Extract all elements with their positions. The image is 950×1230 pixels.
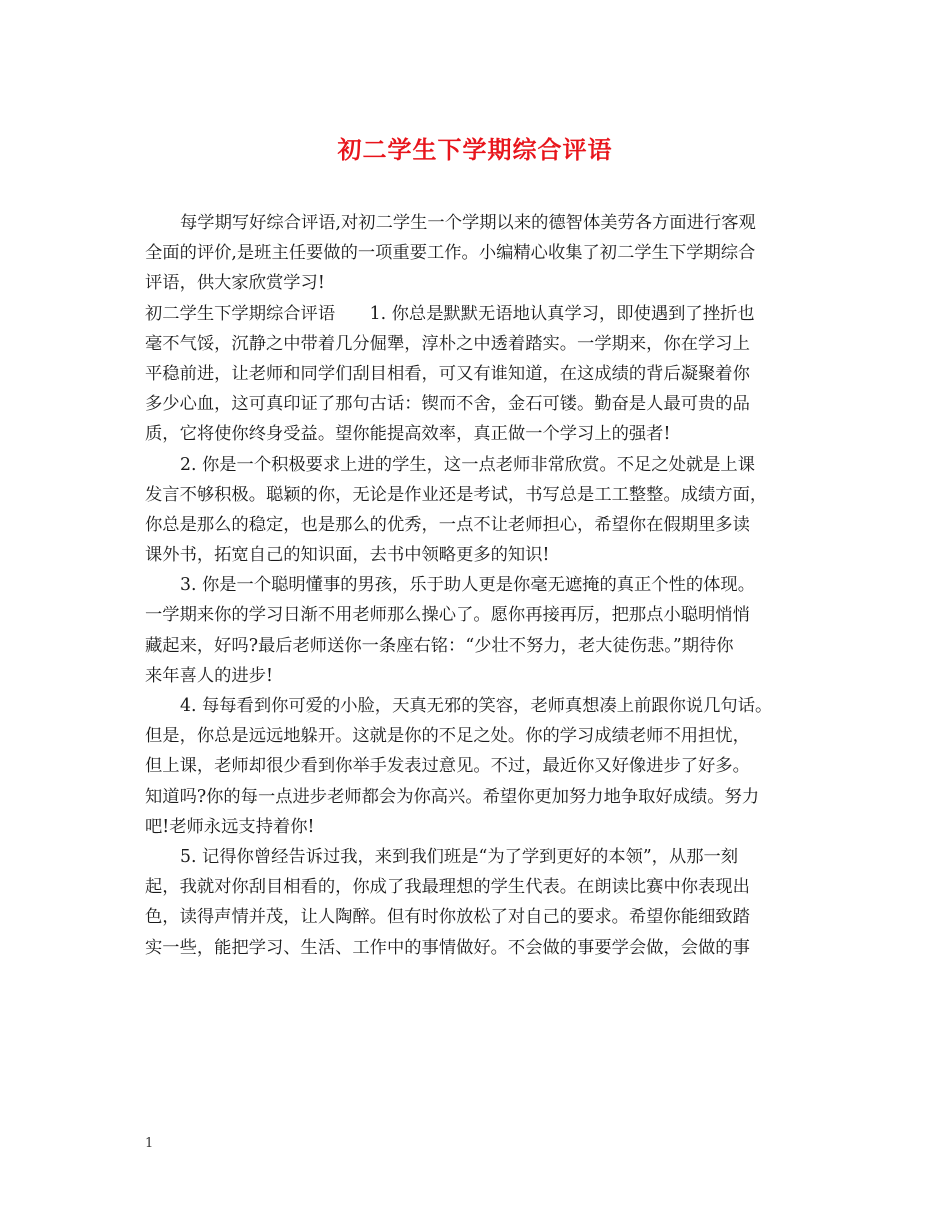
text-line: 课外书，拓宽自己的知识面，去书中领略更多的知识! bbox=[145, 545, 550, 566]
text-line: 知道吗?你的每一点进步老师都会为你高兴。希望你更加努力地争取好成绩。努力 bbox=[145, 786, 760, 807]
text-line: 平稳前进，让老师和同学们刮目相看，可又有谁知道，在这成绩的背后凝聚着你 bbox=[145, 363, 750, 384]
text-line: 色，读得声情并茂，让人陶醉。但有时你放松了对自己的要求。希望你能细致踏 bbox=[145, 907, 750, 928]
text-line: 但上课，老师却很少看到你举手发表过意见。不过，最近你又好像进步了好多。 bbox=[145, 756, 750, 777]
text-line: 初二学生下学期综合评语 1. 你总是默默无语地认真学习，即使遇到了挫折也 bbox=[145, 303, 755, 324]
document-title: 初二学生下学期综合评语 bbox=[337, 135, 613, 164]
text-line: 你总是那么的稳定，也是那么的优秀，一点不让老师担心，希望你在假期里多读 bbox=[145, 514, 750, 535]
text-line: 每学期写好综合评语,对初二学生一个学期以来的德智体美劳各方面进行客观 bbox=[180, 213, 756, 233]
text-line: 多少心血，这可真印证了那句古话：锲而不舍，金石可镂。勤奋是人最可贵的品 bbox=[145, 394, 750, 415]
text-line: 2. 你是一个积极要求上进的学生，这一点老师非常欣赏。不足之处就是上课 bbox=[180, 454, 755, 475]
text-line: 来年喜人的进步! bbox=[145, 665, 273, 686]
text-line: 发言不够积极。聪颖的你，无论是作业还是考试，书写总是工工整整。成绩方面， bbox=[145, 484, 768, 505]
text-line: 4. 每每看到你可爱的小脸，天真无邪的笑容，老师真想凑上前跟你说几句话。 bbox=[180, 696, 773, 716]
text-line: 一学期来你的学习日渐不用老师那么操心了。愿你再接再厉，把那点小聪明悄悄 bbox=[145, 605, 750, 626]
document-body bbox=[145, 208, 815, 963]
text-line: 3. 你是一个聪明懂事的男孩，乐于助人更是你毫无遮掩的真正个性的体现。 bbox=[180, 575, 755, 596]
text-line: 实一些，能把学习、生活、工作中的事情做好。不会做的事要学会做，会做的事 bbox=[145, 937, 750, 958]
text-line: 但是，你总是远远地躲开。这就是你的不足之处。你的学习成绩老师不用担忧， bbox=[145, 726, 750, 747]
text-line: 全面的评价,是班主任要做的一项重要工作。小编精心收集了初二学生下学期综合 bbox=[145, 243, 756, 264]
text-line: 藏起来，好吗?最后老师送你一条座右铭：“少壮不努力，老大徒伤悲。”期待你 bbox=[145, 635, 734, 656]
text-line: 质，它将使你终身受益。望你能提高效率，真正做一个学习上的强者! bbox=[145, 424, 671, 445]
text-line: 起，我就对你刮目相看的，你成了我最理想的学生代表。在朗读比赛中你表现出 bbox=[145, 877, 750, 898]
text-line: 毫不气馁，沉静之中带着几分倔犟，淳朴之中透着踏实。一学期来，你在学习上 bbox=[145, 333, 750, 354]
text-line: 评语，供大家欣赏学习! bbox=[145, 273, 325, 294]
text-line: 吧!老师永远支持着你! bbox=[145, 816, 315, 837]
text-line: 5. 记得你曾经告诉过我，来到我们班是“为了学到更好的本领”，从那一刻 bbox=[180, 846, 739, 867]
page-number: 1 bbox=[145, 1136, 154, 1151]
